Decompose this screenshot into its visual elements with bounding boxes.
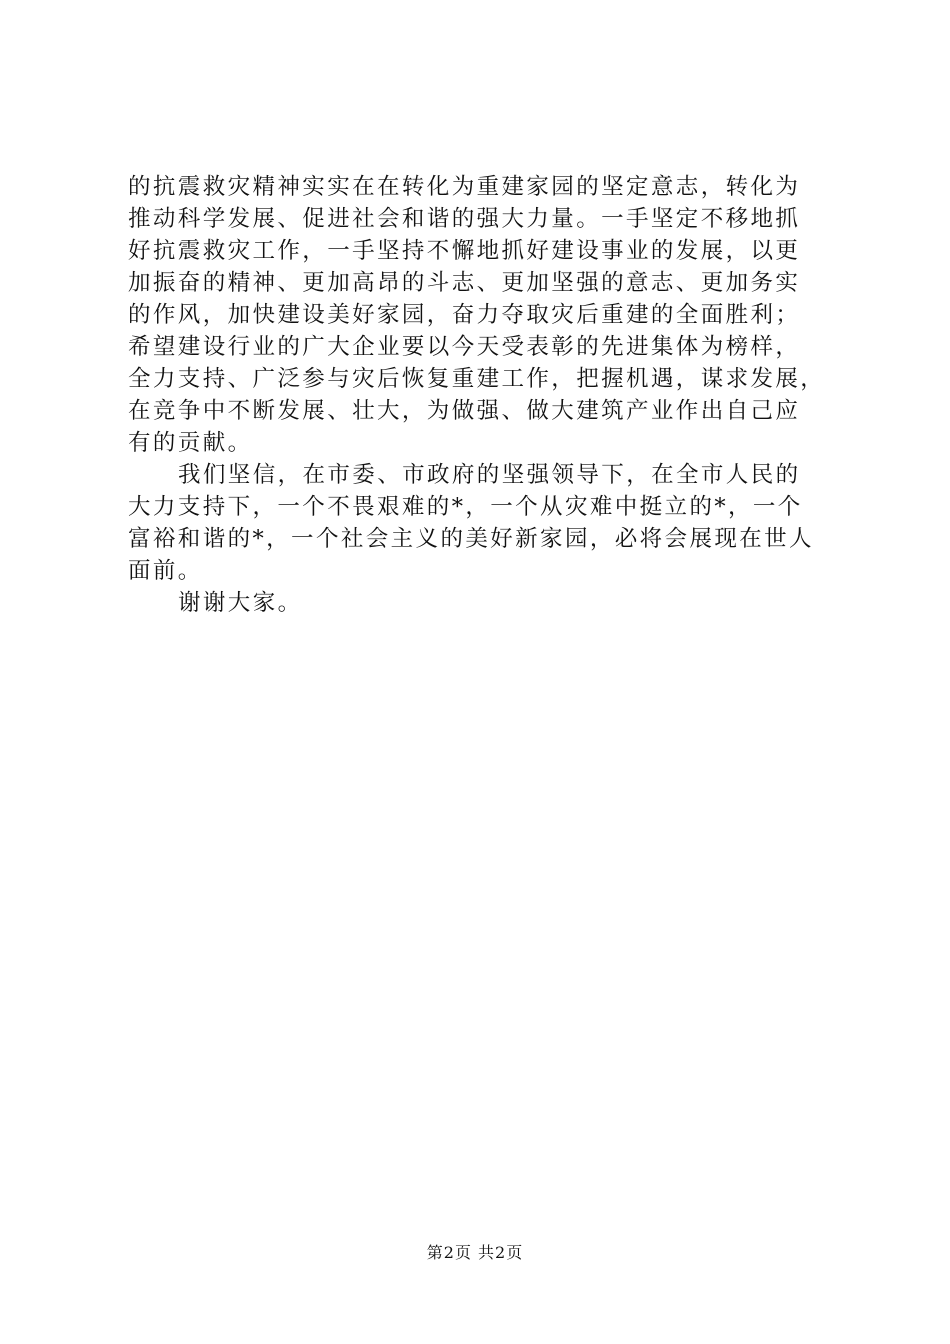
paragraph <box>128 459 848 587</box>
text-line: 的作风，加快建设美好家园，奋力夺取灾后重建的全面胜利； <box>128 302 801 328</box>
paragraph <box>128 587 848 619</box>
document-body <box>128 171 848 619</box>
text-line: 富裕和谐的*，一个社会主义的美好新家园，必将会展现在世人 <box>128 526 814 552</box>
text-line: 谢谢大家。 <box>178 590 303 616</box>
paragraph <box>128 171 848 459</box>
text-line: 好抗震救灾工作，一手坚持不懈地抓好建设事业的发展，以更 <box>128 238 801 264</box>
text-line: 希望建设行业的广大企业要以今天受表彰的先进集体为榜样， <box>128 334 801 360</box>
text-line: 全力支持、广泛参与灾后恢复重建工作，把握机遇，谋求发展， <box>128 366 826 392</box>
text-line: 推动科学发展、促进社会和谐的强大力量。一手坚定不移地抓 <box>128 206 801 232</box>
text-line: 的抗震救灾精神实实在在转化为重建家园的坚定意志，转化为 <box>128 174 801 200</box>
text-line: 大力支持下，一个不畏艰难的*，一个从灾难中挺立的*，一个 <box>128 494 803 520</box>
text-line: 我们坚信，在市委、市政府的坚强领导下，在全市人民的 <box>178 462 801 488</box>
text-line: 在竞争中不断发展、壮大，为做强、做大建筑产业作出自己应 <box>128 398 801 424</box>
text-line: 有的贡献。 <box>128 430 253 456</box>
page-footer: 第2页 共2页 <box>426 1243 524 1262</box>
text-line: 加振奋的精神、更加高昂的斗志、更加坚强的意志、更加务实 <box>128 270 801 296</box>
text-line: 面前。 <box>128 558 203 584</box>
